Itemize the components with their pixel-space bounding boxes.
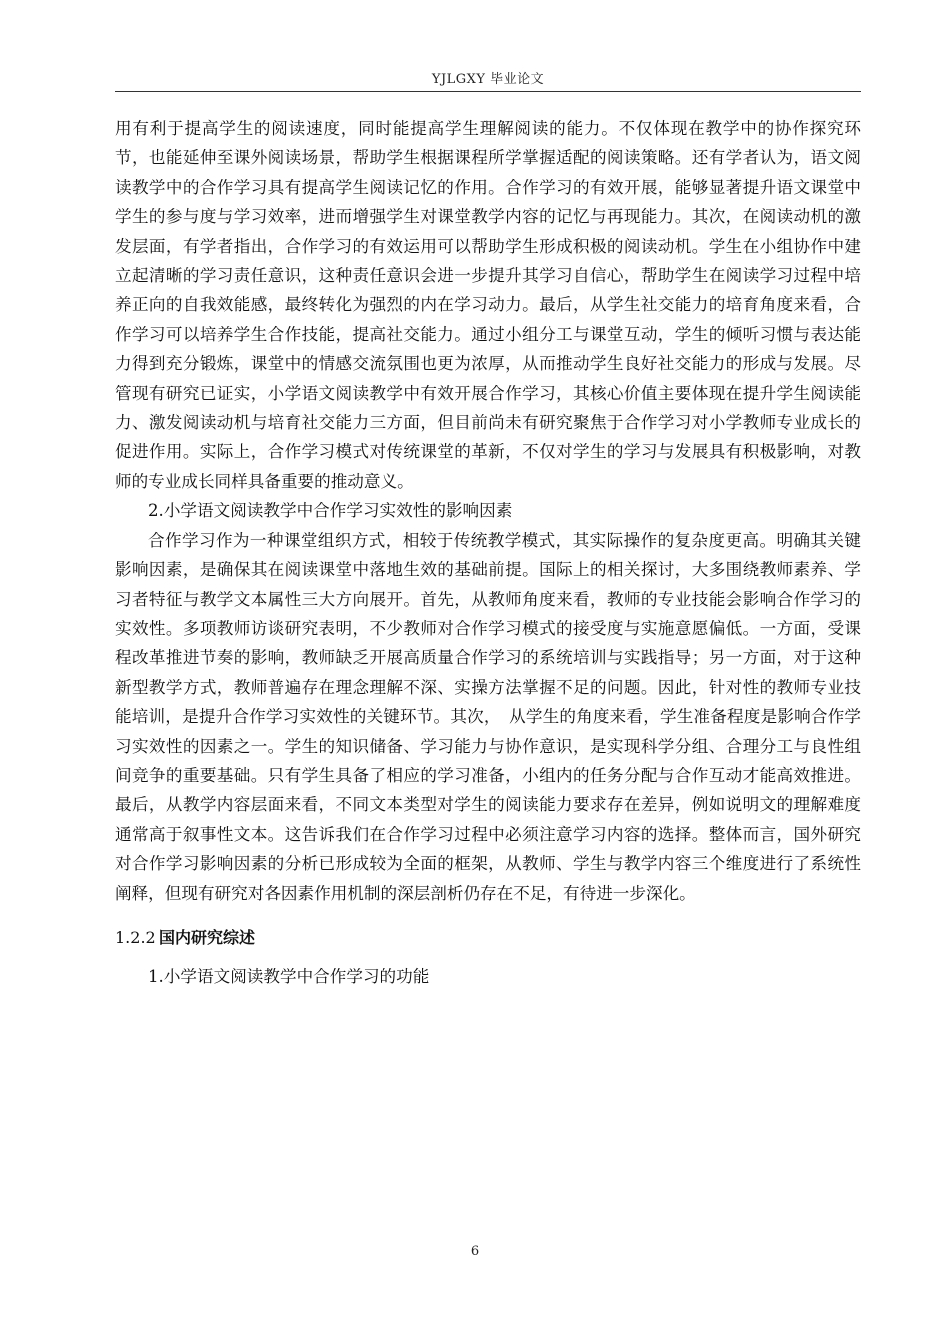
paragraph-influencing-factors: 合作学习作为一种课堂组织方式，相较于传统教学模式，其实际操作的复杂度更高。明确其关键影响因素，是确保其在阅读课堂中落地生效的基础前提。国际上的相关探讨，大多围绕教师素养、学习者特征与教学文本属性三大方向展开。首先，从教师角度来看，教师的专业技能会影响合作学习的实效性。多项教师访谈研究表明，不少教师对合作学习模式的接受度与实施意愿偏低。一方面，受课程改革推进节奏的影响，教师缺乏开展高质量合作学习的系统培训与实践指导；另一方面，对于这种新型教学方式，教师普遍存在理念理解不深、实操方法掌握不足的问题。因此，针对性的教师专业技能培训，是提升合作学习实效性的关键环节。其次， 从学生的角度来看，学生准备程度是影响合作学习实效性的因素之一。学生的知识储备、学习能力与协作意识，是实现科学分组、合理分工与良性组间竞争的重要基础。只有学生具备了相应的学习准备，小组内的任务分配与合作互动才能高效推进。最后，从教学内容层面来看，不同文本类型对学生的阅读能力要求存在差异，例如说明文的理解难度通常高于叙事性文本。这告诉我们在合作学习过程中必须注意学习内容的选择。整体而言，国外研究对合作学习影响因素的分析已形成较为全面的框架，从教师、学生与教学内容三个维度进行了系统性阐释，但现有研究对各因素作用机制的深层剖析仍存在不足，有待进一步深化。	[115, 530, 861, 903]
section-number: 1.2.2	[115, 927, 156, 947]
body-text	[115, 114, 861, 991]
subheading-influencing-factors: 2.小学语文阅读教学中合作学习实效性的影响因素	[148, 501, 513, 521]
paragraph-continued: 用有利于提高学生的阅读速度，同时能提高学生理解阅读的能力。不仅体现在教学中的协作探究环节，也能延伸至课外阅读场景，帮助学生根据课程所学掌握适配的阅读策略。还有学者认为，语文阅读教学中的合作学习具有提高学生阅读记忆的作用。合作学习的有效开展，能够显著提升语文课堂中学生的参与度与学习效率，进而增强学生对课堂教学内容的记忆与再现能力。其次，在阅读动机的激发层面，有学者指出，合作学习的有效运用可以帮助学生形成积极的阅读动机。学生在小组协作中建立起清晰的学习责任意识，这种责任意识会进一步提升其学习自信心，帮助学生在阅读学习过程中培养正向的自我效能感，最终转化为强烈的内在学习动力。最后，从学生社交能力的培育角度来看，合作学习可以培养学生合作技能，提高社交能力。通过小组分工与课堂互动，学生的倾听习惯与表达能力得到充分锻炼，课堂中的情感交流氛围也更为浓厚，从而推动学生良好社交能力的形成与发展。尽管现有研究已证实，小学语文阅读教学中有效开展合作学习，其核心价值主要体现在提升学生阅读能力、激发阅读动机与培育社交能力三方面，但目前尚未有研究聚焦于合作学习对小学教师专业成长的促进作用。实际上，合作学习模式对传统课堂的革新，不仅对学生的学习与发展具有积极影响，对教师的专业成长同样具备重要的推动意义。	[115, 119, 861, 491]
page-number: 6	[470, 1244, 480, 1259]
section-heading	[115, 908, 861, 962]
subheading-function: 1.小学语文阅读教学中合作学习的功能	[148, 966, 430, 986]
running-header: YJLGXY 毕业论文	[431, 72, 545, 87]
section-title: 国内研究综述	[159, 927, 256, 947]
header-rule	[115, 91, 861, 92]
